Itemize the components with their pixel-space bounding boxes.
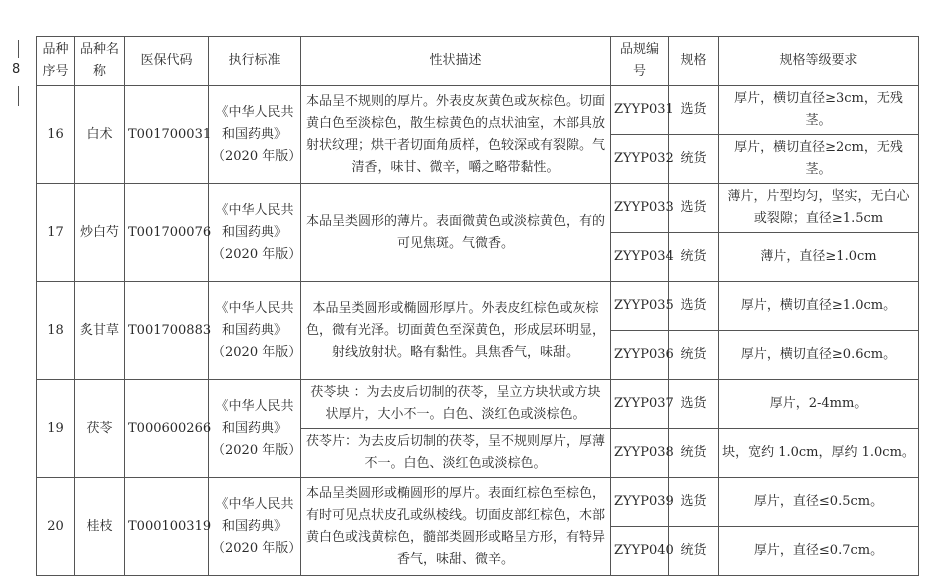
variety-standard: 《中华人民共和国药典》（2020 年版） — [209, 184, 301, 282]
variety-seq: 20 — [37, 478, 75, 576]
table-row — [37, 380, 919, 429]
spec-grade: 厚片，横切直径≥0.6cm。 — [719, 331, 919, 380]
spec-grade: 薄片，片型均匀，坚实，无白心或裂隙；直径≥1.5cm — [719, 184, 919, 233]
spec-type: 统货 — [669, 135, 719, 184]
variety-code: T000100319 — [125, 478, 209, 576]
header-standard: 执行标准 — [209, 37, 301, 86]
spec-grade: 厚片，直径≤0.7cm。 — [719, 527, 919, 576]
spec-type: 选货 — [669, 184, 719, 233]
variety-name: 茯苓 — [75, 380, 125, 478]
header-code: 医保代码 — [125, 37, 209, 86]
variety-description: 本品呈类圆形的薄片。表面微黄色或淡棕黄色，有的可见焦斑。气微香。 — [301, 184, 611, 282]
spec-number: ZYYP034 — [611, 233, 669, 282]
header-row — [37, 37, 919, 86]
variety-seq: 19 — [37, 380, 75, 478]
spec-number: ZYYP035 — [611, 282, 669, 331]
variety-description: 茯苓片：为去皮后切制的茯苓，呈不规则厚片，厚薄不一。白色、淡红色或淡棕色。 — [301, 429, 611, 478]
variety-code: T001700076 — [125, 184, 209, 282]
spec-number: ZYYP036 — [611, 331, 669, 380]
variety-standard: 《中华人民共和国药典》（2020 年版） — [209, 478, 301, 576]
spec-grade: 厚片，横切直径≥1.0cm。 — [719, 282, 919, 331]
table-row — [37, 86, 919, 135]
variety-standard: 《中华人民共和国药典》（2020 年版） — [209, 86, 301, 184]
page-number-rule-top — [18, 40, 19, 58]
variety-name: 白术 — [75, 86, 125, 184]
spec-grade: 厚片，2-4mm。 — [719, 380, 919, 429]
table-row — [37, 478, 919, 527]
spec-type: 选货 — [669, 380, 719, 429]
specification-table — [36, 36, 919, 576]
variety-description: 本品呈类圆形或椭圆形厚片。外表皮红棕色或灰棕色，微有光泽。切面黄色至深黄色，形成层环明显，射线放射状。略有黏性。具焦香气，味甜。 — [301, 282, 611, 380]
spec-type: 统货 — [669, 527, 719, 576]
spec-type: 统货 — [669, 429, 719, 478]
table-row — [37, 184, 919, 233]
spec-grade: 块，宽约 1.0cm，厚约 1.0cm。 — [719, 429, 919, 478]
spec-number: ZYYP039 — [611, 478, 669, 527]
header-seq: 品种序号 — [37, 37, 75, 86]
variety-standard: 《中华人民共和国药典》（2020 年版） — [209, 380, 301, 478]
header-spec: 规格 — [669, 37, 719, 86]
table-row — [37, 282, 919, 331]
spec-number: ZYYP031 — [611, 86, 669, 135]
variety-seq: 16 — [37, 86, 75, 184]
variety-description: 本品呈不规则的厚片。外表皮灰黄色或灰棕色。切面黄白色至淡棕色，散生棕黄色的点状油室，木部具放射状纹理；烘干者切面角质样，色较深或有裂隙。气清香，味甘、微辛，嚼之略带黏性。 — [301, 86, 611, 184]
header-description: 性状描述 — [301, 37, 611, 86]
spec-type: 统货 — [669, 331, 719, 380]
variety-seq: 18 — [37, 282, 75, 380]
spec-grade: 厚片，横切直径≥2cm，无残茎。 — [719, 135, 919, 184]
spec-grade: 薄片，直径≥1.0cm — [719, 233, 919, 282]
page-number-marker — [4, 40, 34, 110]
header-grade: 规格等级要求 — [719, 37, 919, 86]
spec-type: 统货 — [669, 233, 719, 282]
spec-type: 选货 — [669, 478, 719, 527]
variety-description: 本品呈类圆形或椭圆形的厚片。表面红棕色至棕色，有时可见点状皮孔或纵棱线。切面皮部红棕色，木部黄白色或浅黄棕色，髓部类圆形或略呈方形，有特异香气，味甜、微辛。 — [301, 478, 611, 576]
variety-name: 炙甘草 — [75, 282, 125, 380]
variety-seq: 17 — [37, 184, 75, 282]
spec-grade: 厚片，横切直径≥3cm，无残茎。 — [719, 86, 919, 135]
page-number-rule-bottom — [18, 86, 19, 106]
spec-number: ZYYP038 — [611, 429, 669, 478]
variety-code: T000600266 — [125, 380, 209, 478]
variety-description: 茯苓块 ：为去皮后切制的茯苓，呈立方块状或方块状厚片，大小不一。白色、淡红色或淡棕色。 — [301, 380, 611, 429]
spec-number: ZYYP040 — [611, 527, 669, 576]
spec-type: 选货 — [669, 282, 719, 331]
spec-number: ZYYP037 — [611, 380, 669, 429]
spec-number: ZYYP032 — [611, 135, 669, 184]
header-name: 品种名称 — [75, 37, 125, 86]
variety-name: 桂枝 — [75, 478, 125, 576]
spec-type: 选货 — [669, 86, 719, 135]
page-number: 8 — [12, 62, 21, 77]
variety-code: T001700883 — [125, 282, 209, 380]
spec-grade: 厚片，直径≤0.5cm。 — [719, 478, 919, 527]
variety-code: T001700031 — [125, 86, 209, 184]
variety-name: 炒白芍 — [75, 184, 125, 282]
header-spec-no: 品规编号 — [611, 37, 669, 86]
spec-number: ZYYP033 — [611, 184, 669, 233]
variety-standard: 《中华人民共和国药典》（2020 年版） — [209, 282, 301, 380]
